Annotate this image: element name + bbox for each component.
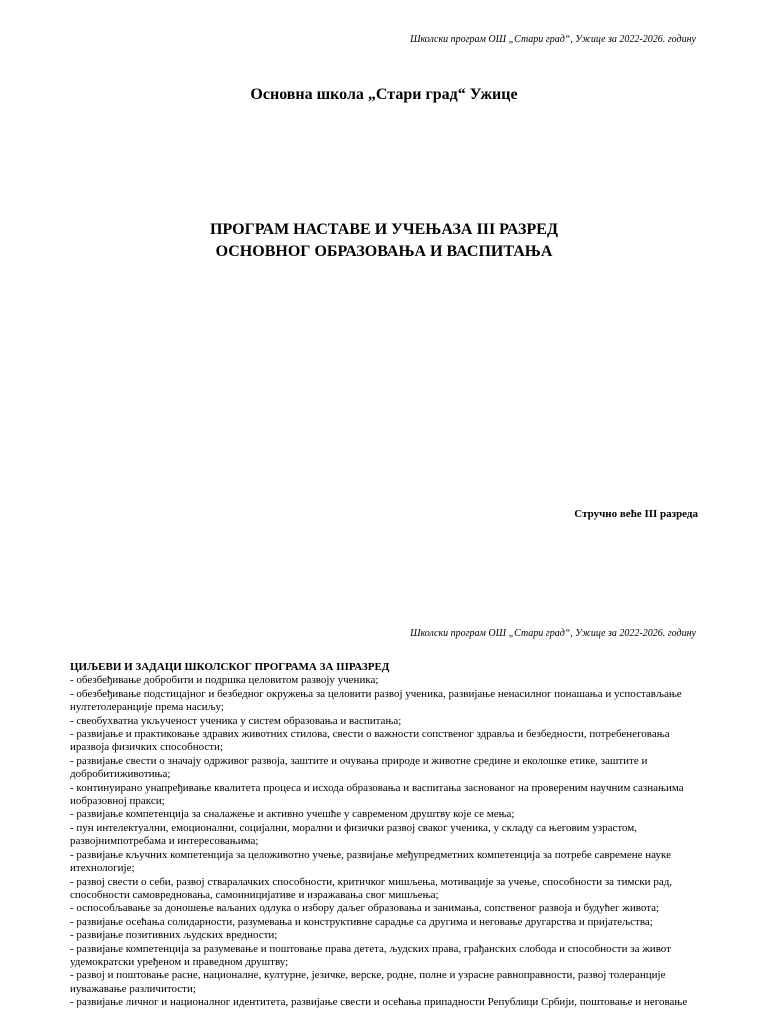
goal-item: - развој и поштовање расне, националне, културне, језичке, верске, родне, полне и узрасне равноправности, развој толеранције иуважавање различитости; [70, 969, 666, 995]
school-name: Основна школа „Стари град“ Ужице [250, 86, 518, 103]
goals-heading: ЦИЉЕВИ И ЗАДАЦИ ШКОЛСКОГ ПРОГРАМА ЗА IIIРАЗРЕД [70, 661, 390, 673]
goals-section [70, 661, 702, 1010]
goal-item: - развијање осећања солидарности, разумевања и конструктивне сарадње са другима и неговање другарства и пријатељства; [70, 915, 653, 928]
goal-item: - развијање кључних компетенција за целоживотно учење, развијање међупредметних компетенција за потребе савремене науке итехнологије; [70, 848, 671, 875]
council-name: Стручно веће III разреда [574, 508, 698, 520]
goal-item: - развијање позитивних људских вредности; [70, 929, 278, 942]
goal-item: - развој свести о себи, развој стваралачких способности, критичког мишљења, мотивације за учење, способности за тимски рад, способности самовредновања, самоиницијативе и изражавања свог мишљења; [70, 875, 673, 901]
goal-item: - пун интелектуални, емоционални, социјални, морални и физички развој сваког ученика, у складу са његовим узрастом, развојнимпотребама и интересовањима; [70, 821, 638, 848]
goal-item: - оспособљавање за доношење ваљаних одлука о избору даљег образовања и занимања, сопственог развоја и будућег живота; [70, 902, 660, 915]
page-header-running-title-2: Школски програм ОШ „Стари град“, Ужице за 2022-2026. годину [410, 628, 696, 639]
program-title-line-2: ОСНОВНОГ ОБРАЗОВАЊА И ВАСПИТАЊА [215, 243, 553, 260]
goal-item: - развијање личног и националног идентитета, развијање свести и осећања припадности Републици Србији, поштовање и неговање [70, 996, 688, 1009]
program-title [0, 219, 768, 263]
goal-item: - развијање компетенција за сналажење и активно учешће у савременом друштву које се мења; [70, 808, 515, 821]
program-title-line-1: ПРОГРАМ НАСТАВЕ И УЧЕЊАЗА III РАЗРЕД [210, 221, 558, 238]
page-header-running-title: Школски програм ОШ „Стари град“, Ужице за 2022-2026. годину [410, 34, 696, 45]
goal-item: - развијање компетенција за разумевање и поштовање права детета, људских права, грађанских слобода и способности за живот удемократски уређеном и праведном друштву; [70, 942, 671, 968]
goal-item: - развијање и практиковање здравих животних стилова, свести о важности сопственог здравља и безбедности, потребенеговања иразвоја физичких способности; [70, 728, 670, 754]
goal-item: - обезбеђивање добробити и подршка целовитом развоју ученика; [70, 674, 379, 687]
goal-item: - континуирано унапређивање квалитета процеса и исхода образовања и васпитања заснованог на провереним научним сазнањима иобразовној пракси; [70, 781, 684, 808]
goal-item: - развијање свести о значају одрживог развоја, заштите и очувања природе и животне средине и еколошке етике, заштите и добробитиживотиња; [70, 754, 648, 781]
goal-item: - свеобухватна укљученост ученика у систем образовања и васпитања; [70, 714, 402, 727]
goal-item: - обезбеђивање подстицајног и безбедног окружења за целовити развој ученика, развијање ненасилног понашања и успостављање нултетолеранције према насиљу; [70, 687, 682, 714]
